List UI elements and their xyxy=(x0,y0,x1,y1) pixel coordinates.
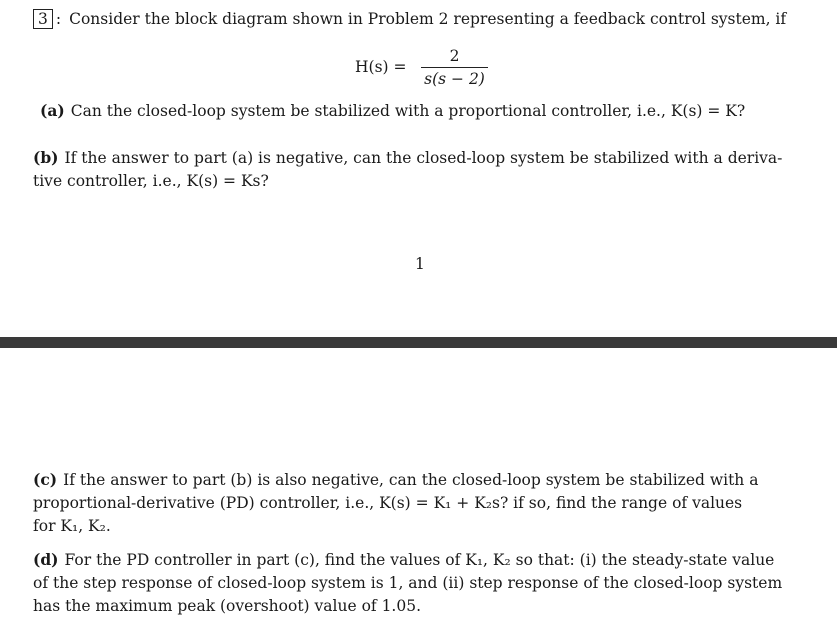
problem-number: 3 xyxy=(33,9,53,29)
fraction-bar xyxy=(421,67,488,68)
part-b-text-1: If the answer to part (a) is negative, can the closed-loop system be stabilized with a deriva- xyxy=(64,149,783,167)
part-c-line-3: for K₁, K₂. xyxy=(33,517,111,535)
part-c-text-1: If the answer to part (b) is also negative, can the closed-loop system be stabilized with a xyxy=(63,471,759,489)
part-a-text: Can the closed-loop system be stabilized with a proportional controller, i.e., K(s) = K? xyxy=(70,102,746,120)
part-d-label: (d) xyxy=(33,550,59,569)
part-c-line-2: proportional-derivative (PD) controller, i.e., K(s) = K₁ + K₂s? if so, find the range of values xyxy=(33,494,743,512)
part-b-label: (b) xyxy=(33,148,59,167)
problem-intro-text: Consider the block diagram shown in Problem 2 representing a feedback control system, if xyxy=(69,10,787,28)
page-number: 1 xyxy=(415,255,425,273)
problem-colon: : xyxy=(55,10,62,28)
equation-fraction xyxy=(421,46,488,88)
part-d-line-2: of the step response of closed-loop system is 1, and (ii) step response of the closed-loop system xyxy=(33,574,783,592)
part-c-line-1 xyxy=(33,470,758,490)
part-d-line-1 xyxy=(33,550,774,570)
problem-intro xyxy=(33,9,786,29)
equation-lhs: H(s) = xyxy=(355,58,407,76)
part-d-line-3: has the maximum peak (overshoot) value of 1.05. xyxy=(33,597,422,615)
part-a-label: (a) xyxy=(40,101,65,120)
equation-numerator: 2 xyxy=(449,47,460,65)
part-c-label: (c) xyxy=(33,470,58,489)
page-divider xyxy=(0,337,837,348)
part-a xyxy=(40,101,745,121)
part-b-line-2: tive controller, i.e., K(s) = Ks? xyxy=(33,172,269,190)
equation-denominator: s(s − 2) xyxy=(424,70,485,88)
part-b-line-1 xyxy=(33,148,782,168)
part-d-text-1: For the PD controller in part (c), find the values of K₁, K₂ so that: (i) the steady-state value xyxy=(64,551,775,569)
